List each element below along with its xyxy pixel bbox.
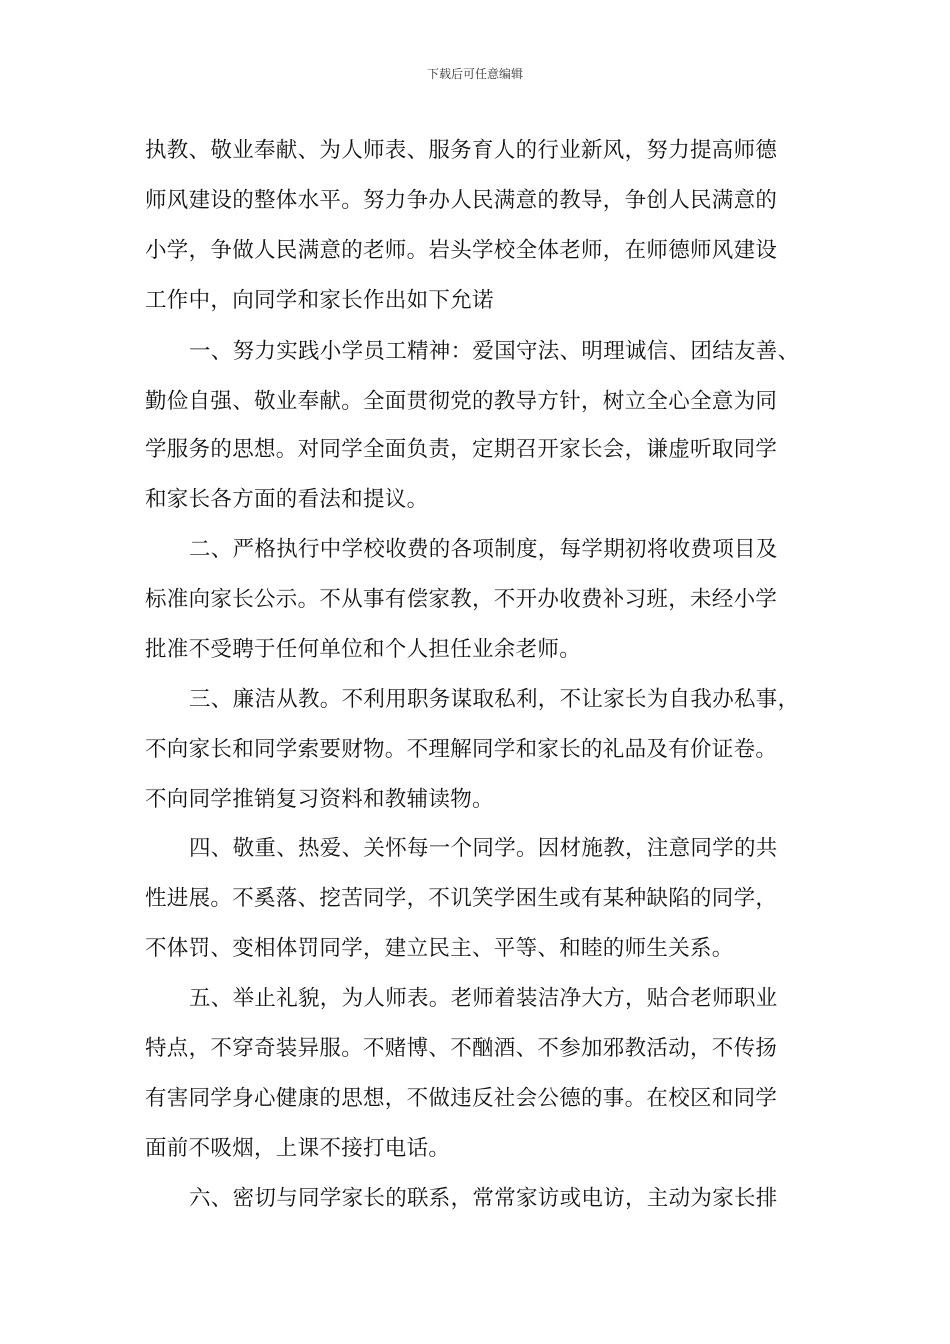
text-line: 不向同学推销复习资料和教辅读物。: [145, 787, 494, 812]
paragraph-first-line: 三、廉洁从教。不利用职务谋取私利，不让家长为自我办私事，: [189, 687, 800, 712]
text-line: 工作中，向同学和家长作出如下允诺: [145, 288, 494, 313]
paragraph-first-line: 六、密切与同学家长的联系，常常家访或电访，主动为家长排: [189, 1186, 778, 1211]
paragraph-first-line: 四、敬重、热爱、关怀每一个同学。因材施教，注意同学的共: [189, 836, 778, 861]
text-line: 师风建设的整体水平。努力争办人民满意的教导，争创人民满意的: [145, 188, 778, 213]
paragraph-first-line: 五、举止礼貌，为人师表。老师着装洁净大方，贴合老师职业: [189, 986, 778, 1011]
text-line: 特点，不穿奇装异服。不赌博、不酗酒、不参加邪教活动，不传扬: [145, 1036, 778, 1061]
text-line: 批准不受聘于任何单位和个人担任业余老师。: [145, 637, 582, 662]
text-line: 勤俭自强、敬业奉献。全面贯彻党的教导方针，树立全心全意为同: [145, 389, 778, 414]
paragraph-first-line: 二、严格执行中学校收费的各项制度，每学期初将收费项目及: [189, 537, 778, 562]
text-line: 有害同学身心健康的思想，不做违反社会公德的事。在校区和同学: [145, 1086, 778, 1111]
page-header: 下载后可任意编辑: [426, 67, 523, 81]
text-line: 和家长各方面的看法和提议。: [145, 487, 429, 512]
text-line: 性进展。不奚落、挖苦同学，不讥笑学困生或有某种缺陷的同学，: [145, 886, 778, 911]
text-line: 学服务的思想。对同学全面负责，定期召开家长会，谦虚听取同学: [145, 437, 778, 462]
text-line: 不向家长和同学索要财物。不理解同学和家长的礼品及有价证卷。: [145, 737, 778, 762]
text-line: 不体罚、变相体罚同学，建立民主、平等、和睦的师生关系。: [145, 936, 734, 961]
text-line: 小学，争做人民满意的老师。岩头学校全体老师，在师德师风建设: [145, 238, 778, 263]
text-line: 执教、敬业奉献、为人师表、服务育人的行业新风，努力提高师德: [145, 138, 778, 163]
text-line: 标准向家长公示。不从事有偿家教，不开办收费补习班，未经小学: [145, 587, 778, 612]
paragraph-first-line: 一、努力实践小学员工精神：爱国守法、明理诚信、团结友善、: [189, 339, 800, 364]
text-line: 面前不吸烟，上课不接打电话。: [145, 1136, 451, 1161]
